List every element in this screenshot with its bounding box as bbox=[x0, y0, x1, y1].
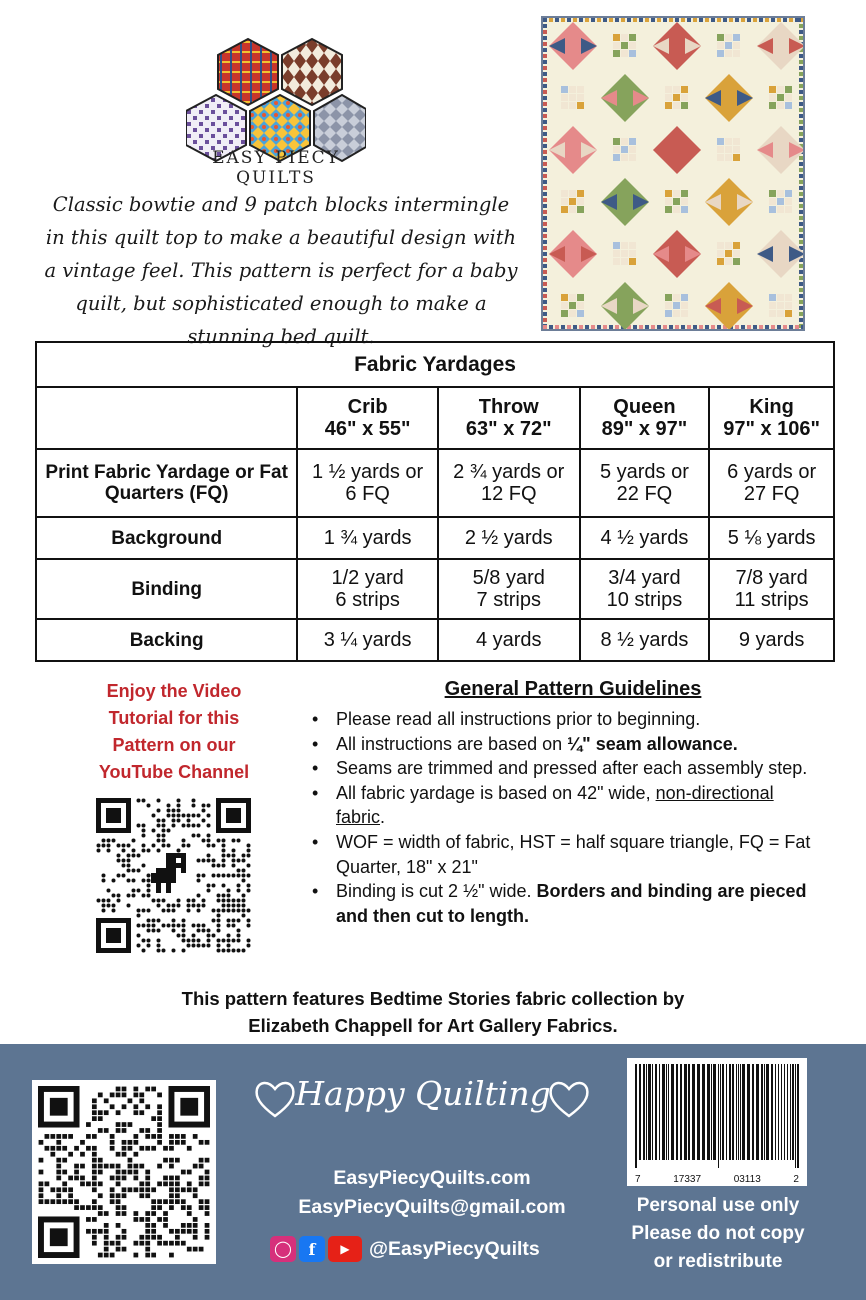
intro-paragraph: Classic bowtie and 9 patch blocks intermingle in this quilt top to make a beautiful design with a vintage feel. This pattern is perfect for a baby quilt, but sophisticated enough to make a stunning bed quilt. bbox=[44, 193, 518, 348]
table-row bbox=[36, 619, 834, 661]
youtube-qr-code[interactable] bbox=[96, 798, 251, 953]
email-link[interactable]: EasyPiecyQuilts@gmail.com bbox=[298, 1196, 566, 1218]
column-header-crib: Crib 46" x 55" bbox=[297, 387, 438, 449]
table-cell: 2 ¾ yards or 12 FQ bbox=[438, 449, 580, 517]
table-cell: 3 ¼ yards bbox=[297, 619, 438, 661]
social-handle[interactable]: @EasyPiecyQuilts bbox=[369, 1237, 540, 1260]
table-cell: 8 ½ yards bbox=[580, 619, 710, 661]
table-row bbox=[36, 517, 834, 559]
table-cell: 2 ½ yards bbox=[438, 517, 580, 559]
column-header-throw: Throw 63" x 72" bbox=[438, 387, 580, 449]
table-cell: 1 ¾ yards bbox=[297, 517, 438, 559]
facebook-icon[interactable]: f bbox=[299, 1236, 325, 1262]
contact-info bbox=[262, 1164, 602, 1222]
table-row bbox=[36, 449, 834, 517]
barcode bbox=[627, 1058, 807, 1186]
table-cell: 4 yards bbox=[438, 619, 580, 661]
heart-icon bbox=[546, 1078, 592, 1120]
empty-header-cell bbox=[36, 387, 297, 449]
table-cell: 3/4 yard 10 strips bbox=[580, 559, 710, 619]
list-item: • Seams are trimmed and pressed after each assembly step. bbox=[306, 756, 826, 781]
barcode-digits: 7 17337 03113 2 bbox=[635, 1174, 799, 1185]
table-cell: 1/2 yard 6 strips bbox=[297, 559, 438, 619]
table-cell: 5/8 yard 7 strips bbox=[438, 559, 580, 619]
table-cell: 1 ½ yards or 6 FQ bbox=[297, 449, 438, 517]
table-cell: 6 yards or 27 FQ bbox=[709, 449, 834, 517]
happy-quilting-text: Happy Quilting bbox=[295, 1074, 551, 1113]
fabric-collection-line: Elizabeth Chappell for Art Gallery Fabrics. bbox=[248, 1015, 618, 1036]
copyright-notice: Personal use only Please do not copy or redistribute bbox=[631, 1195, 805, 1272]
happy-quilting-banner bbox=[250, 1060, 596, 1130]
table-cell: 9 yards bbox=[709, 619, 834, 661]
guidelines-list bbox=[306, 707, 826, 928]
row-label: Background bbox=[36, 517, 297, 559]
list-item: • All fabric yardage is based on 42" wide, non-directional fabric. bbox=[306, 781, 826, 830]
table-row bbox=[36, 559, 834, 619]
list-item: • WOF = width of fabric, HST = half square triangle, FQ = Fat Quarter, 18" x 21" bbox=[306, 830, 826, 879]
row-label: Backing bbox=[36, 619, 297, 661]
table-cell: 4 ½ yards bbox=[580, 517, 710, 559]
footer-banner bbox=[0, 1044, 866, 1300]
column-header-queen: Queen 89" x 97" bbox=[580, 387, 710, 449]
row-label: Print Fabric Yardage or Fat Quarters (FQ) bbox=[36, 449, 297, 517]
fabric-collection-line: This pattern features Bedtime Stories fabric collection by bbox=[181, 988, 685, 1009]
list-item: • Please read all instructions prior to beginning. bbox=[306, 707, 826, 732]
fabric-collection-note bbox=[60, 985, 806, 1039]
guidelines-title: General Pattern Guidelines bbox=[444, 678, 702, 700]
list-item: • All instructions are based on ¼" seam allowance. bbox=[306, 732, 826, 757]
table-title: Fabric Yardages bbox=[36, 342, 834, 387]
general-guidelines bbox=[306, 678, 826, 928]
logo-text: EASY PIECY QUILTS bbox=[212, 148, 340, 188]
quilt-image bbox=[541, 16, 805, 331]
website-qr-code[interactable] bbox=[32, 1080, 216, 1264]
column-header-king: King 97" x 106" bbox=[709, 387, 834, 449]
table-cell: 7/8 yard 11 strips bbox=[709, 559, 834, 619]
website-link[interactable]: EasyPiecyQuilts.com bbox=[333, 1167, 531, 1189]
youtube-icon[interactable]: ▶ bbox=[328, 1236, 362, 1262]
table-cell: 5 yards or 22 FQ bbox=[580, 449, 710, 517]
row-label: Binding bbox=[36, 559, 297, 619]
list-item: • Binding is cut 2 ½" wide. Borders and binding are pieced and then cut to length. bbox=[306, 879, 826, 928]
fabric-yardage-table bbox=[35, 341, 835, 662]
social-links bbox=[270, 1234, 590, 1264]
video-tutorial-promo: Enjoy the Video Tutorial for this Pattern on our YouTube Channel bbox=[98, 681, 250, 782]
table-cell: 5 ⅛ yards bbox=[709, 517, 834, 559]
instagram-icon[interactable]: ◯ bbox=[270, 1236, 296, 1262]
